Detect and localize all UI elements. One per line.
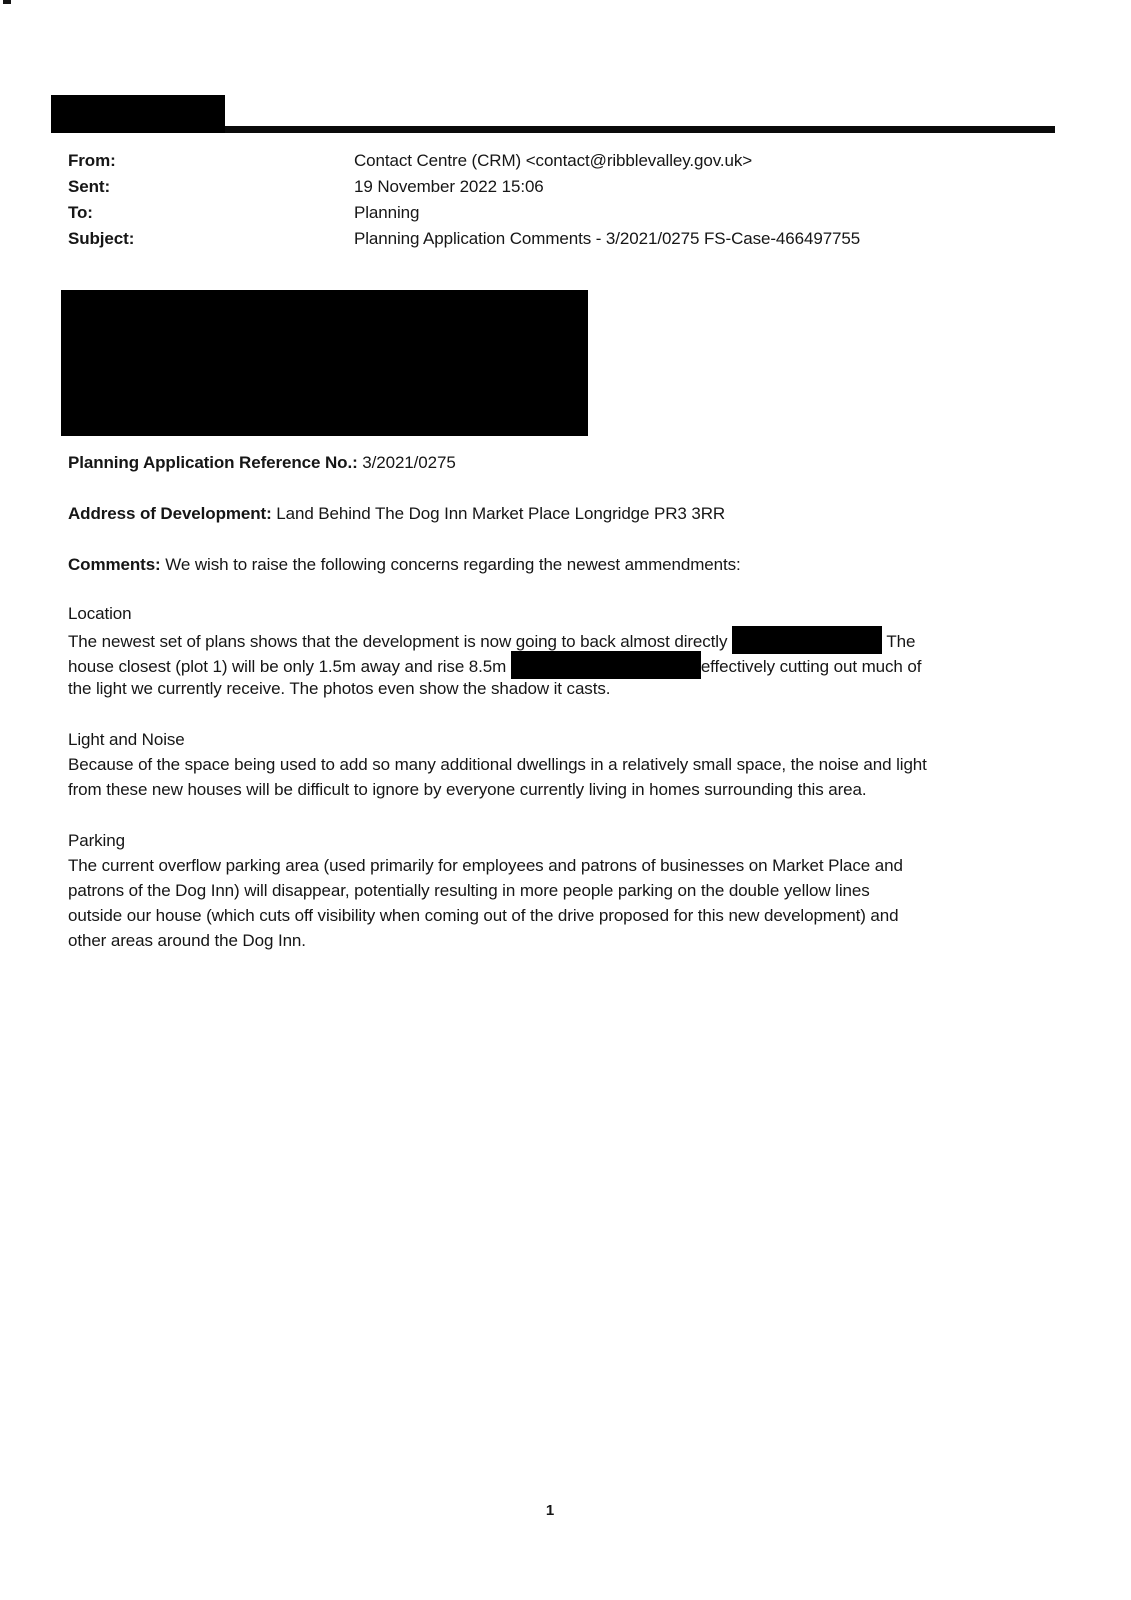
parking-line-1: The current overflow parking area (used primarily for employees and patrons of businesses on Market Place and [68, 856, 903, 875]
sent-value: 19 November 2022 15:06 [354, 177, 544, 196]
location-line-2 [68, 651, 921, 679]
location-heading: Location [68, 604, 132, 623]
comments-line [68, 552, 741, 577]
parking-line-2: patrons of the Dog Inn) will disappear, potentially resulting in more people parking on the double yellow lines [68, 881, 870, 900]
comments-label: Comments: [68, 555, 161, 574]
light-noise-heading: Light and Noise [68, 730, 185, 749]
redaction-identity-block [61, 290, 588, 436]
from-value: Contact Centre (CRM) <contact@ribblevalley.gov.uk> [354, 151, 753, 170]
address-value: Land Behind The Dog Inn Market Place Longridge PR3 3RR [276, 504, 726, 523]
parking-line-3: outside our house (which cuts off visibility when coming out of the drive proposed for this new development) and [68, 906, 899, 925]
location-line-1-pre: The newest set of plans shows that the development is now going to back almost directly [68, 632, 733, 651]
reference-line [68, 450, 456, 475]
parking-heading: Parking [68, 831, 125, 850]
parking-line-4: other areas around the Dog Inn. [68, 931, 306, 950]
address-line [68, 501, 725, 526]
location-line-3: the light we currently receive. The photos even show the shadow it casts. [68, 679, 611, 698]
redaction-inline-1 [732, 626, 882, 654]
redaction-header-bar [51, 95, 225, 133]
redaction-inline-2 [511, 651, 701, 679]
light-noise-line-2: from these new houses will be difficult to ignore by everyone currently living in homes surrounding this area. [68, 780, 867, 799]
location-line-1-post: The [882, 632, 916, 651]
sent-label: Sent: [68, 177, 111, 196]
from-label: From: [68, 151, 116, 170]
to-value: Planning [354, 203, 420, 222]
subject-value: Planning Application Comments - 3/2021/0275 FS-Case-466497755 [354, 229, 861, 248]
location-line-2-post: effectively cutting out much of [700, 657, 922, 676]
address-label: Address of Development: [68, 504, 272, 523]
subject-label: Subject: [68, 229, 135, 248]
reference-label: Planning Application Reference No.: [68, 453, 358, 472]
to-label: To: [68, 203, 93, 222]
light-noise-line-1: Because of the space being used to add so many additional dwellings in a relatively small space, the noise and light [68, 755, 927, 774]
header-divider-rule [225, 126, 1055, 133]
location-line-1 [68, 626, 915, 654]
scan-artifact-speck [3, 0, 11, 4]
page-number: 1 [545, 1502, 555, 1519]
location-line-2-pre: house closest (plot 1) will be only 1.5m away and rise 8.5m [68, 657, 511, 676]
reference-value: 3/2021/0275 [362, 453, 456, 472]
comments-value: We wish to raise the following concerns regarding the newest ammendments: [165, 555, 741, 574]
